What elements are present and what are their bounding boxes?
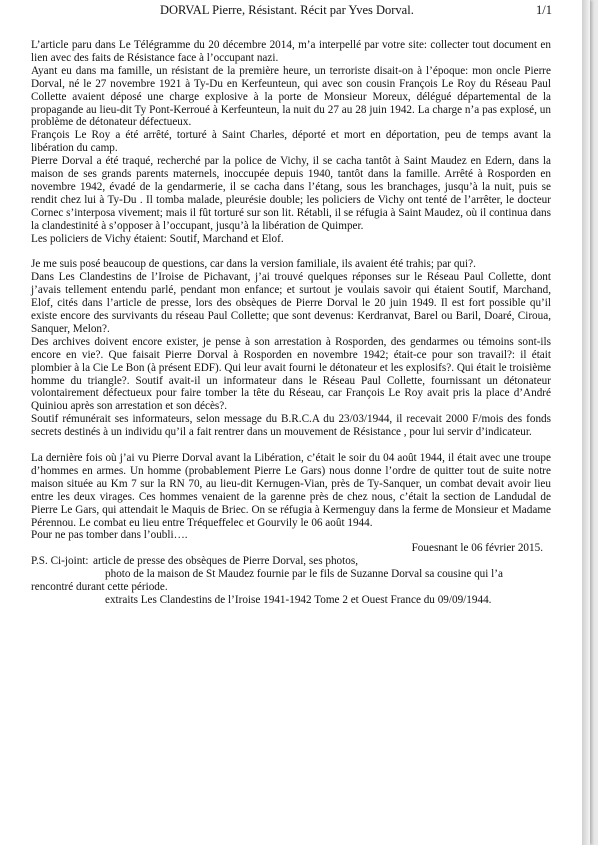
attachment-item-continued: rencontré durant cette période. bbox=[31, 581, 168, 594]
paragraph: Des archives doivent encore exister, je pense à son arrestation à Rosporden, des gendarmes ou témoins sont-ils encore en vie?. Que faisait Pierre Dorval à Rosporden en novembre 1942; était-ce pour son travail?: il était plombier à la Cie Le Bon (à présent EDF). Qui leur avait fourni le détonateur et les explosifs?. Qui était le troisième homme du triangle?. Soutif avait-il un informateur dans le Réseau Paul Collette, fournissant un détonateur volontairement défectueux pour faire tomber la tête du Réseau, car François Le Roy avait pris la place d’André Quiniou après son arrestation et son décès?. bbox=[31, 335, 551, 413]
paragraph: Ayant eu dans ma famille, un résistant de la première heure, un terroriste disait-on à l’époque: mon oncle Pierre Dorval, né le 27 novembre 1921 à Ty-Du en Kerfeunteun, qui avec son cousin François Le Roy du Réseau Paul Collette avaient déposé une charge explosive à la porte de Monsieur Moreux, délégué départemental de la propagande au lieu-dit Ty Pont-Kerroué à Kerfeunteun, la nuit du 27 au 28 juin 1942. La charge n’a pas explosé, un problème de détonateur défectueux. bbox=[31, 64, 551, 129]
signature-line: Fouesnant le 06 février 2015. bbox=[411, 542, 543, 555]
postscript bbox=[31, 555, 551, 581]
postscript-items bbox=[93, 555, 551, 581]
paragraph: L’article paru dans Le Télégramme du 20 décembre 2014, m’a interpellé par votre site: collecter tout document en lien avec des faits de Résistance face à l’occupant nazi. bbox=[31, 39, 551, 64]
paragraph: La dernière fois où j’ai vu Pierre Dorval avant la Libération, c’était le soir du 04 août 1944, il était avec une troupe d’hommes en armes. Un homme (probablement Pierre Le Gars) nous donne l’ordre de quitter tout de suite notre maison située au Km 7 sur la RN 70, au lieu-dit Kernugen-Vian, près de Ty-Sanquer, un combat devait avoir lieu entre les deux virages. Ces hommes venaient de la garenne près de chez nous, c’était la section de Landudal de Pierre Le Gars, qui attendait le Maquis de Briec. On se réfugia à Kermenguy dans la ferme de Monsieur et Madame Pérennou. Le combat eu lieu entre Tréqueffelec et Gourvily le 06 août 1944. bbox=[31, 451, 551, 529]
attachment-item: extraits Les Clandestins de l’Iroise 1941-1942 Tome 2 et Ouest France du 09/09/1944. bbox=[105, 593, 492, 606]
paragraph: Dans Les Clandestins de l’Iroise de Pichavant, j’ai trouvé quelques réponses sur le Réseau Paul Collette, dont j’avais tellement entendu parlé, pendant mon enfance; et surtout je voulais savoir qui étaient Soutif, Marchand, Elof, cités dans l’article de presse, lors des obsèques de Pierre Dorval le 20 juin 1949. Il est fort possible qu’il existe encore des survivants du réseau Paul Collette; que sont devenus: Kerdranvat, Barel ou Baril, Doaré, Ciroua, Sanquer, Melon?. bbox=[31, 271, 551, 335]
paragraph-spacer bbox=[31, 246, 551, 259]
page-header bbox=[0, 3, 590, 21]
paragraph-spacer bbox=[31, 439, 551, 452]
letter-body bbox=[31, 39, 551, 607]
paragraph: Soutif rémunérait ses informateurs, selon message du B.R.C.A du 23/03/1944, il recevait 2000 F/mois des fonds secrets destinés à un individu qu’il a fait rentrer dans un mouvement de Résistance , pour lui servir d’indicateur. bbox=[31, 413, 551, 439]
postscript-label: P.S. Ci-joint: bbox=[31, 555, 89, 568]
page-edge-shadow bbox=[582, 0, 590, 845]
attachment-item: photo de la maison de St Maudez fournie par le fils de Suzanne Dorval sa cousine qui l’a bbox=[105, 568, 503, 581]
document-title: DORVAL Pierre, Résistant. Récit par Yves Dorval. bbox=[160, 3, 414, 17]
page-number: 1/1 bbox=[536, 3, 552, 17]
attachment-item: article de presse des obsèques de Pierre Dorval, ses photos, bbox=[93, 555, 359, 568]
paragraph: François Le Roy a été arrêté, torturé à Saint Charles, déporté et mort en déportation, peu de temps avant la libération du camp. bbox=[31, 129, 551, 155]
paragraph: Je me suis posé beaucoup de questions, car dans la version familiale, ils avaient été trahis; par qui?. bbox=[31, 258, 476, 271]
paragraph: Les policiers de Vichy étaient: Soutif, Marchand et Elof. bbox=[31, 232, 284, 245]
paragraph: Pierre Dorval a été traqué, recherché par la police de Vichy, il se cacha tantôt à Saint Maudez en Edern, dans la maison de ses grands parents maternels, inoccupée depuis 1940, tantôt dans la famille. Arrêté à Rosporden en novembre 1942, évadé de la gendarmerie, il se cacha dans l’étang, sous les branchages, jusqu’à la nuit, puis se rendit chez lui à Ty-Du . Il tomba malade, pleurésie double; les policiers de Vichy ont tenté de l’arrêter, le docteur Cornec s’interposa vivement; mais il fût torturé sur son lit. Rétabli, il se réfugia à Saint Maudez, où il continua dans la clandestinité à s’opposer à l’occupant, jusqu’à la libération de Quimper. bbox=[31, 155, 551, 232]
paragraph: Pour ne pas tomber dans l’oubli…. bbox=[31, 529, 188, 542]
